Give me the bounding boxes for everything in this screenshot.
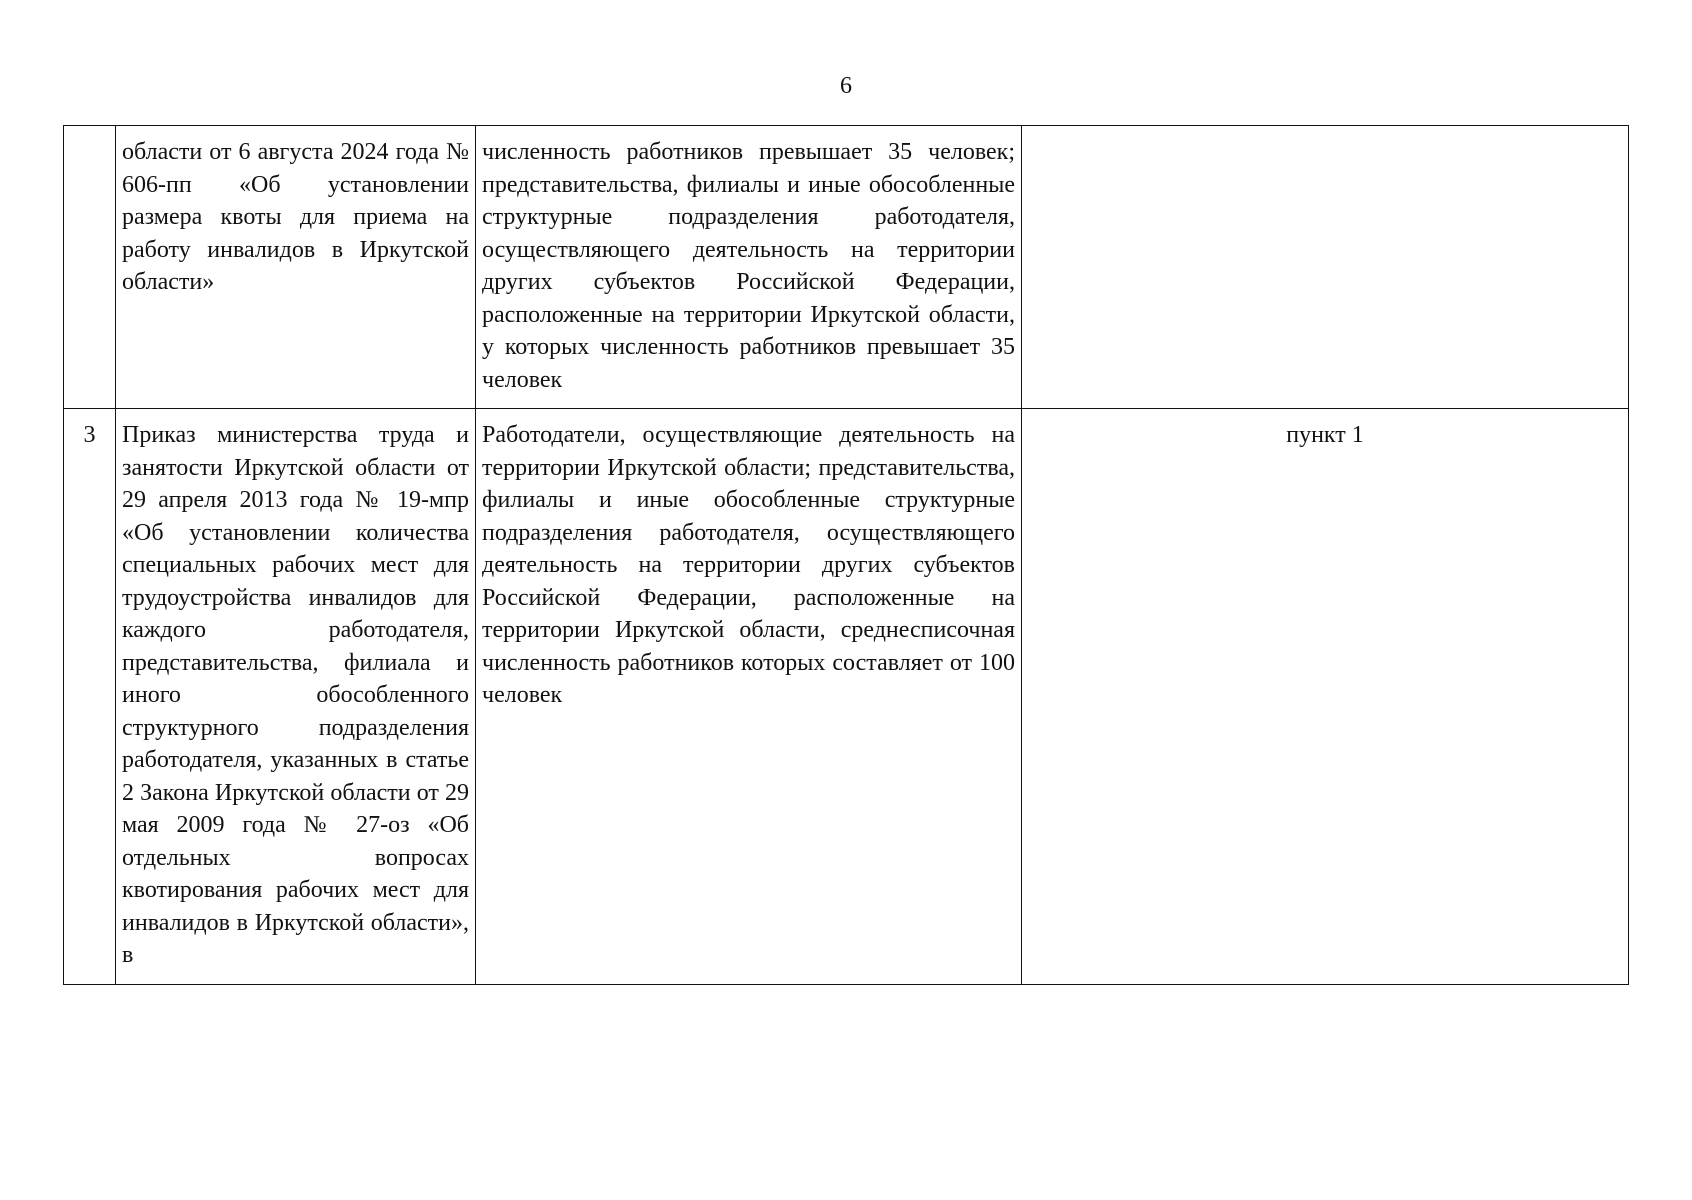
legal-act-text: Приказ министерства труда и занятости Иркутской области от 29 апреля 2013 года № 19-мпр «Об установлении количества специальных рабочих мест для трудоустройства инвалидов для каждого работодателя, представительства, филиала и иного обособленного структурного подразделения работодателя, указанных в статье 2 Закона Иркутской области от 29 мая 2009 года № 27-оз «Об отдельных вопросах квотирования рабочих мест для инвалидов в Иркутской области», в (122, 422, 469, 968)
row-number-cell: 3 (64, 409, 116, 985)
employers-cell (476, 409, 1022, 985)
acts-table (63, 125, 1629, 985)
table-row (64, 409, 1629, 985)
provision-cell (1022, 126, 1629, 409)
page-number: 6 (840, 73, 852, 99)
employers-text: численность работников превышает 35 человек; представительства, филиалы и иные обособленные структурные подразделения работодателя, осуществляющего деятельность на территории других субъектов Российской Федерации, расположенные на территории Иркутской области, у которых численность работников превышает 35 человек (482, 139, 1015, 393)
employers-text: Работодатели, осуществляющие деятельность на территории Иркутской области; представительства, филиалы и иные обособленные структурные подразделения работодателя, осуществляющего деятельность на территории других субъектов Российской Федерации, расположенные на территории Иркутской области, среднесписочная численность работников которых составляет от 100 человек (482, 422, 1015, 708)
row-number-cell (64, 126, 116, 409)
provision-cell: пункт 1 (1022, 409, 1629, 985)
legal-act-cell (116, 409, 476, 985)
legal-act-text: области от 6 августа 2024 года № 606-пп «Об установлении размера квоты для приема на работу инвалидов в Иркутской области» (122, 139, 469, 295)
legal-act-cell (116, 126, 476, 409)
employers-cell (476, 126, 1022, 409)
table-row (64, 126, 1629, 409)
